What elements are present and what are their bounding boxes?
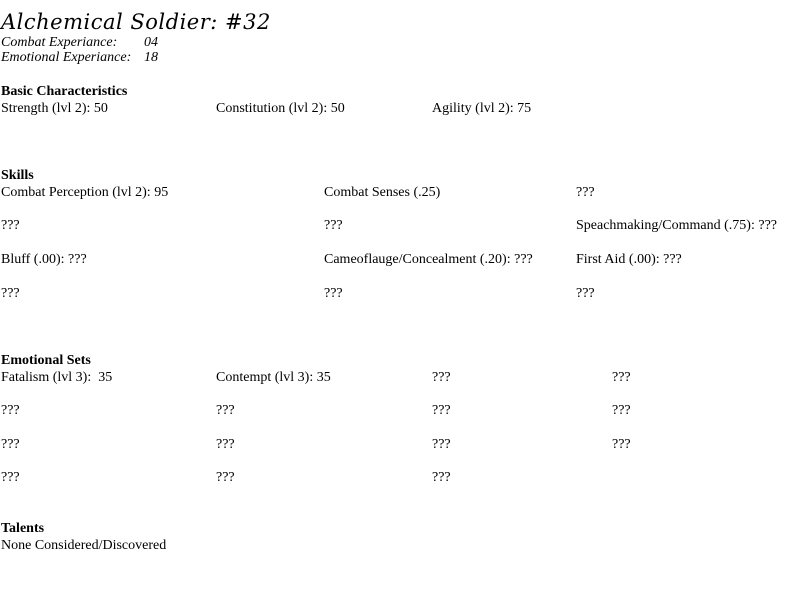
emotional-set-entry: ??? — [216, 437, 235, 452]
basic-characteristics-heading: Basic Characteristics — [1, 84, 128, 99]
skill-entry: Bluff (.00): ??? — [1, 252, 87, 267]
emotional-set-entry: ??? — [1, 403, 20, 418]
emotional-set-entry: Fatalism (lvl 3): 35 — [1, 370, 113, 385]
basic-characteristic: Constitution (lvl 2): 50 — [216, 101, 345, 116]
emotional-experience-value: 18 — [144, 50, 158, 65]
combat-experience-row — [1, 35, 158, 51]
talents-text: None Considered/Discovered — [1, 538, 167, 553]
emotional-set-entry: ??? — [612, 437, 631, 452]
skill-entry: ??? — [576, 185, 595, 200]
emotional-set-entry: ??? — [612, 370, 631, 385]
emotional-set-entry: ??? — [432, 470, 451, 485]
emotional-set-entry: ??? — [216, 470, 235, 485]
skill-entry: ??? — [324, 218, 343, 233]
emotional-sets-heading: Emotional Sets — [1, 353, 91, 368]
emotional-set-entry: ??? — [1, 437, 20, 452]
basic-characteristic: Agility (lvl 2): 75 — [432, 101, 532, 116]
basic-characteristic: Strength (lvl 2): 50 — [1, 101, 108, 116]
emotional-experience-label: Emotional Experiance: — [1, 50, 132, 65]
emotional-set-entry: ??? — [432, 437, 451, 452]
skill-entry: ??? — [1, 286, 20, 301]
combat-experience-label: Combat Experiance: — [1, 35, 118, 50]
page-title: Alchemical Soldier: #32 — [1, 10, 271, 34]
talents-heading: Talents — [1, 521, 45, 536]
skill-entry: ??? — [1, 218, 20, 233]
skills-heading: Skills — [1, 168, 34, 183]
skill-entry: Speachmaking/Command (.75): ??? — [576, 218, 777, 233]
skill-entry: Combat Perception (lvl 2): 95 — [1, 185, 169, 200]
emotional-set-entry: Contempt (lvl 3): 35 — [216, 370, 331, 385]
skill-entry: ??? — [324, 286, 343, 301]
skill-entry: Cameoflauge/Concealment (.20): ??? — [324, 252, 533, 267]
emotional-set-entry: ??? — [216, 403, 235, 418]
emotional-set-entry: ??? — [432, 370, 451, 385]
skill-entry: Combat Senses (.25) — [324, 185, 441, 200]
emotional-set-entry: ??? — [1, 470, 20, 485]
combat-experience-value: 04 — [144, 35, 158, 50]
skill-entry: First Aid (.00): ??? — [576, 252, 682, 267]
emotional-experience-row — [1, 50, 158, 66]
emotional-set-entry: ??? — [432, 403, 451, 418]
emotional-set-entry: ??? — [612, 403, 631, 418]
skill-entry: ??? — [576, 286, 595, 301]
